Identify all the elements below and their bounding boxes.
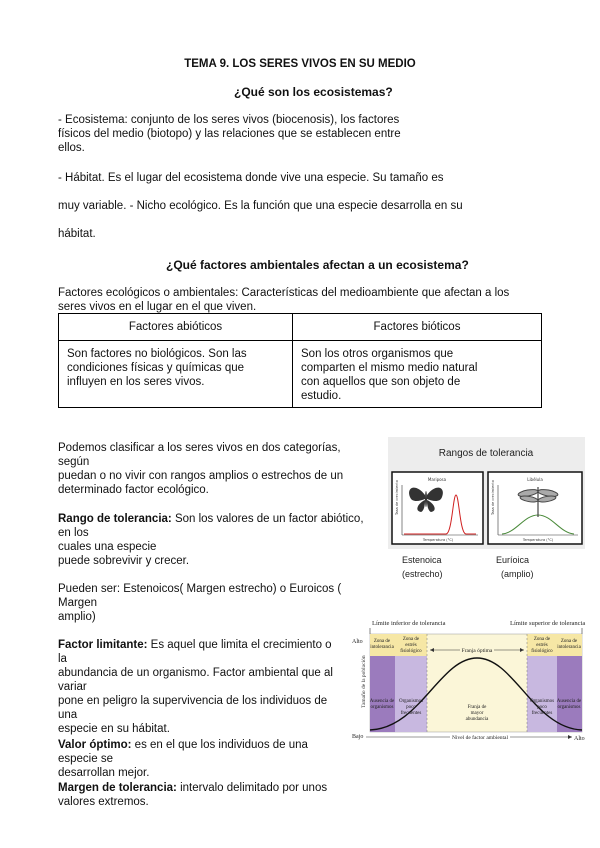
stenoic-y-label: Tasa de crecimiento	[395, 480, 399, 515]
y-axis-label: Tamaño de la población	[361, 655, 367, 708]
paragraph-factores: Factores ecológicos o ambientales: Características del medioambiente que afectan a los seres vivos en el lugar en el que viven.	[58, 287, 510, 313]
tolerance-limits-svg	[350, 616, 590, 744]
absence-left-label-2: organismos	[370, 705, 394, 710]
euryoic-x-label: Temperatura (°C)	[522, 538, 554, 542]
table-cell-bioticos: Son los otros organismos que comparten el mismo medio natural con aquellos que son objeto de estudio.	[293, 341, 542, 408]
stenoic-x-label: Temperatura (°C)	[422, 538, 454, 542]
stress-right-label-3: fisiológico	[531, 649, 553, 654]
table-header-abioticos: Factores abióticos	[59, 314, 293, 341]
paragraph-pueden: Pueden ser: Estenoicos( Margen estrecho) o Euroicos ( Margen amplio)	[58, 583, 342, 623]
absence-left-label-1: Ausencia de	[369, 699, 395, 704]
paragraph-ecosistema: - Ecosistema: conjunto de los seres vivos (biocenosis), los factores físicos del medio (biotopo) y las relaciones que se establecen entre ellos.	[58, 114, 401, 154]
euryoic-panel-title: Libélula	[527, 477, 543, 482]
page-title: TEMA 9. LOS SERES VIVOS EN SU MEDIO	[184, 58, 416, 70]
stress-left-label-3: fisiológico	[400, 649, 422, 654]
abundance-label-3: abundancia	[465, 717, 489, 722]
few-right-label-1: Organismos	[529, 699, 555, 704]
tolerance-ranges-svg	[388, 437, 585, 585]
tolerance-ranges-figure	[388, 437, 585, 585]
paragraph-rango: Rango de tolerancia: Son los valores de un factor abiótico, en los cuales una especie puede sobrevivir y crecer.	[58, 513, 364, 567]
paragraph-limitante: Factor limitante: Es aquel que limita el crecimiento o la abundancia de un organismo. Factor ambiental que al variar pone en peligro la supervivencia de los individuos de una especie en su hábitat.	[58, 639, 333, 735]
x-high-label: Alto	[574, 736, 585, 742]
paragraph-habitat-1: - Hábitat. Es el lugar del ecosistema donde vive una especie. Su tamaño es	[58, 172, 444, 184]
few-right-label-3: frecuentes	[531, 711, 553, 716]
absence-right-label-1: Ausencia de	[556, 699, 582, 704]
stress-left-label-1: Zona de	[402, 637, 420, 642]
upper-limit-label: Límite superior de tolerancia	[510, 620, 586, 627]
intolerance-right-label-2: intolerancia	[557, 645, 581, 650]
y-high-label: Alto	[352, 639, 363, 645]
few-right-label-2: poco	[537, 705, 547, 710]
abundance-label-1: Franja de	[467, 705, 487, 710]
heading-factores: ¿Qué factores ambientales afectan a un ecosistema?	[166, 258, 469, 272]
euryoic-panel	[488, 472, 582, 544]
figure-title: Rangos de tolerancia	[438, 448, 534, 459]
stress-left-label-2: estrés	[405, 643, 417, 648]
caption-stenoic-sub: (estrecho)	[402, 569, 443, 579]
factors-table	[58, 313, 542, 408]
stenoic-panel	[392, 472, 483, 544]
stress-right-label-1: Zona de	[533, 637, 551, 642]
paragraph-habitat-3: hábitat.	[58, 228, 96, 240]
table-cell-abioticos: Son factores no biológicos. Son las condiciones físicas y químicas que influyen en los seres vivos.	[59, 341, 293, 408]
absence-right-label-2: organismos	[557, 705, 581, 710]
x-axis-arrowhead	[568, 735, 572, 739]
x-low-label: Bajo	[352, 734, 364, 740]
caption-euryoic: Euríoica	[496, 555, 530, 565]
lower-limit-label: Límite inferior de tolerancia	[372, 620, 446, 627]
abundance-label-2: mayor	[470, 711, 484, 716]
tolerance-limits-figure	[350, 616, 590, 744]
paragraph-clasificar: Podemos clasificar a los seres vivos en dos categorías, según puedan o no vivir con rangos amplios o estrechos de un determinado factor ecológico.	[58, 442, 344, 496]
paragraph-optimo: Valor óptimo: es en el que los individuos de una especie se desarrollan mejor.	[58, 739, 308, 779]
table-header-bioticos: Factores bióticos	[293, 314, 542, 341]
intolerance-right-label-1: Zona de	[560, 639, 578, 644]
few-left-label-3: frecuentes	[400, 711, 422, 716]
few-left-label-2: poco	[406, 705, 416, 710]
stenoic-panel-title: Mariposa	[427, 477, 447, 482]
paragraph-habitat-2: muy variable. - Nicho ecológico. Es la función que una especie desarrolla en su	[58, 200, 463, 212]
caption-euryoic-sub: (amplio)	[501, 569, 534, 579]
optimal-range-label: Franja óptima	[461, 648, 493, 654]
few-left-label-1: Organismos	[398, 699, 424, 704]
stress-right-label-2: estrés	[536, 643, 548, 648]
x-axis-label: Nivel de factor ambiental	[451, 735, 509, 741]
paragraph-margen: Margen de tolerancia: intervalo delimitado por unos valores extremos.	[58, 782, 328, 808]
euryoic-y-label: Tasa de crecimiento	[491, 480, 495, 515]
caption-stenoic: Estenoica	[402, 555, 442, 565]
intolerance-left-label-1: Zona de	[373, 639, 391, 644]
intolerance-left-label-2: intolerancia	[370, 645, 394, 650]
heading-ecosistemas: ¿Qué son los ecosistemas?	[234, 85, 393, 99]
